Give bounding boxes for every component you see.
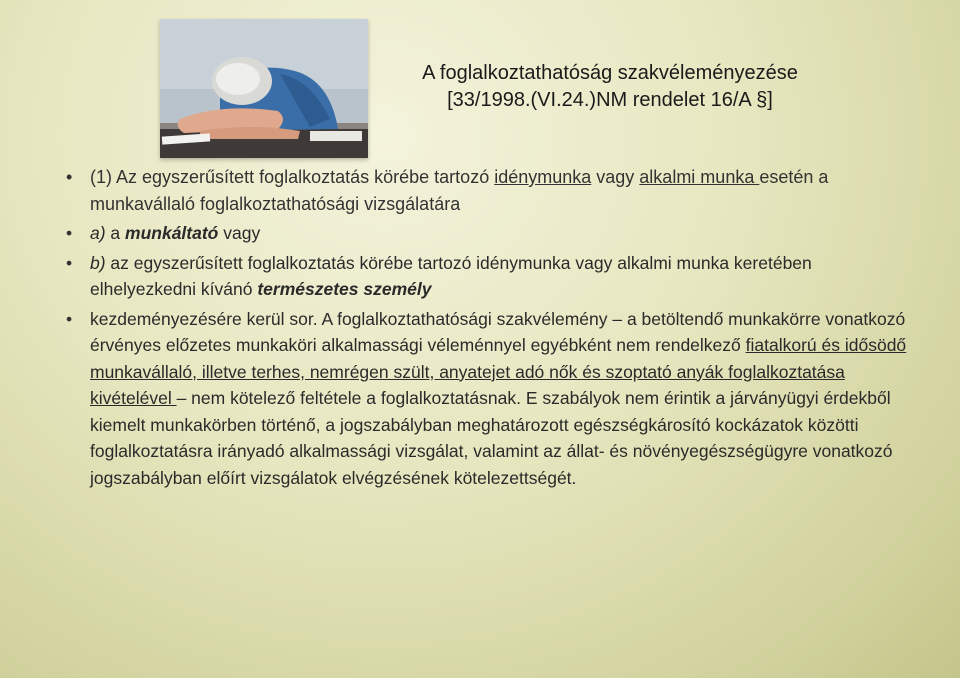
- slide-title: [370, 60, 850, 114]
- tired-person-illustration: [160, 19, 368, 158]
- bullet-item-2: [90, 220, 910, 247]
- bullet-3-emphasis: természetes személy: [257, 279, 432, 299]
- title-line-1: A foglalkoztathatóság szakvéleményezése: [422, 62, 798, 84]
- bullet-item-3: [90, 250, 910, 303]
- bullet-1-link-idenymunka: idénymunka: [494, 167, 592, 187]
- bullet-3-marker: b): [90, 252, 106, 273]
- bullet-2-marker: a): [90, 223, 106, 243]
- bullet-2-emphasis: munkáltató: [125, 223, 219, 243]
- bullet-2-text-a: a: [105, 223, 126, 243]
- bullet-item-4: [90, 306, 910, 492]
- bullet-1-text-b: vagy: [591, 167, 640, 187]
- bullet-4-text-b: – nem kötelező feltétele a foglalkoztatásnak. E szabályok nem érintik a járványügyi érdekből kiemelt munkakörben történő, a jogszabályban meghatározott egészségkárosító kockázatok közötti foglalkoztatásra irányadó alkalmassági vizsgálat, valamint az állat- és növényegészségügyre vonatkozó jogszabályban előírt vizsgálatok elvégzésének kötelezettségét.: [90, 388, 893, 488]
- bullet-2-text-b: vagy: [218, 223, 261, 243]
- bullet-1-text-a: (1) Az egyszerűsített foglalkoztatás körébe tartozó: [90, 167, 495, 187]
- bullet-3-text-a: az egyszerűsített foglalkoztatás körébe tartozó idénymunka vagy alkalmi munka keretében elhelyezkedni kívánó: [90, 252, 812, 299]
- slide-body: [90, 164, 910, 491]
- bullet-item-1: [90, 164, 910, 217]
- bullet-1-text-c: esetén a munkavállaló foglalkoztathatósági vizsgálatára: [90, 167, 829, 214]
- bullet-1-link-alkalmi-munka: alkalmi munka: [639, 167, 760, 187]
- bullet-4-text-a: kezdeményezésére kerül sor. A foglalkoztathatósági szakvélemény – a betöltendő munkakörre vonatkozó érvényes előzetes munkaköri alkalmassági véleménnyel egyébként nem rendelkező: [90, 308, 906, 355]
- tired-person-photo: [160, 19, 368, 158]
- bullet-4-underlined-exception: fiatalkorú és idősödő munkavállaló, illetve terhes, nemrégen szült, anyatejet adó nők és szoptató anyák foglalkoztatása kivételével: [90, 335, 907, 408]
- title-line-2: [33/1998.(VI.24.)NM rendelet 16/A §]: [447, 89, 773, 111]
